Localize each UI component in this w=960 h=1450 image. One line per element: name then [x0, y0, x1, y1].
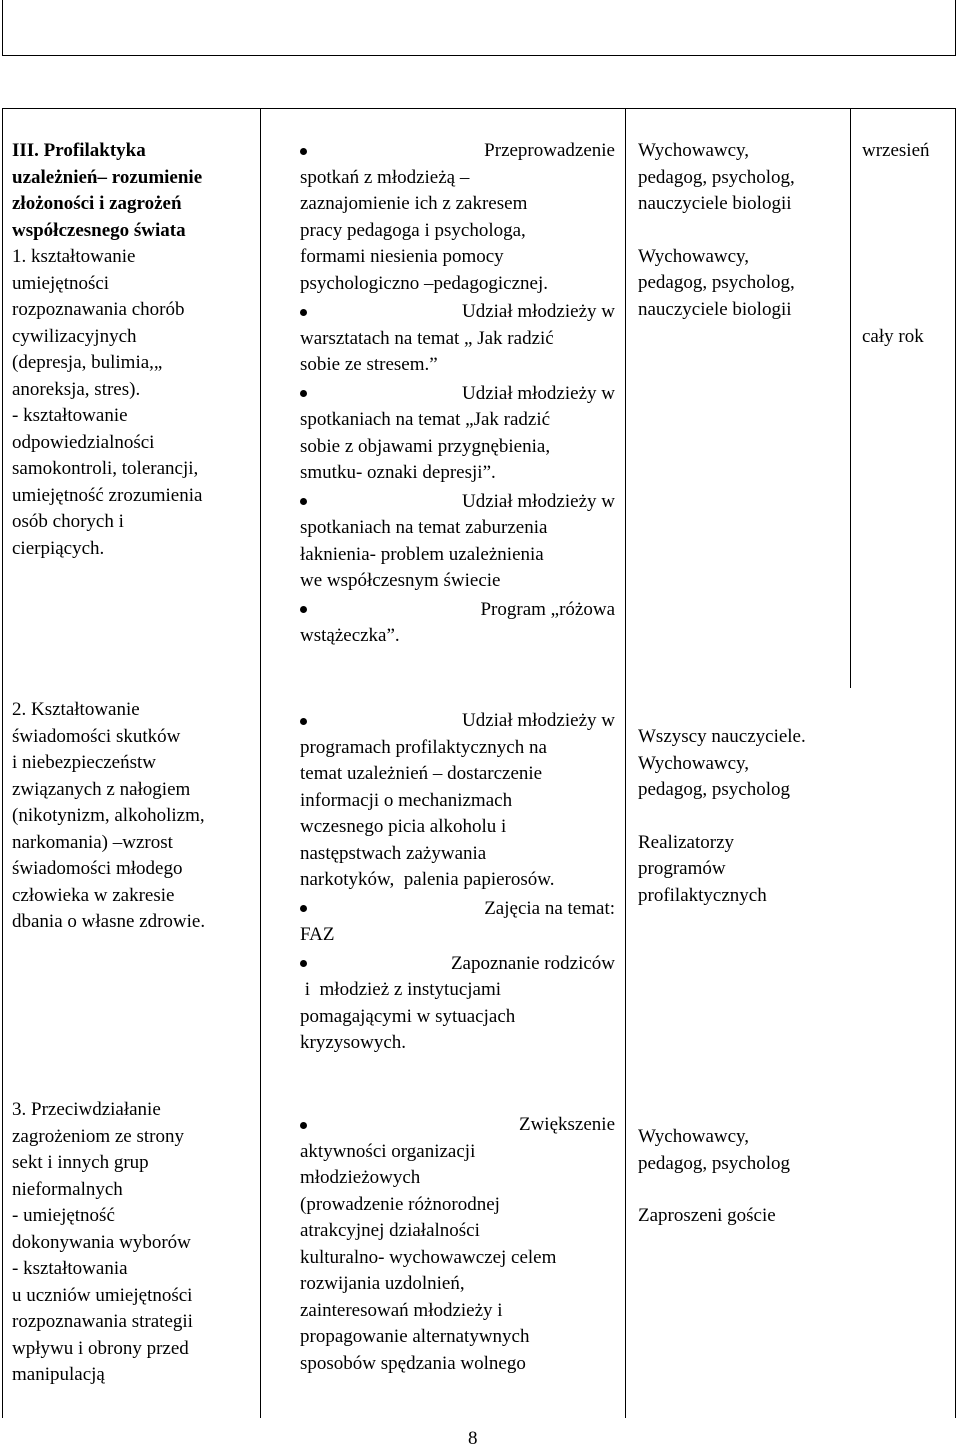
- activity-line: kryzysowych.: [300, 1032, 407, 1053]
- goal-line: 1. kształtowanie: [12, 246, 136, 267]
- goal-line: narkomania) –wzrost: [12, 831, 173, 853]
- goal-line: u uczniów umiejętności: [12, 1284, 193, 1306]
- responsible-line: Wychowawcy,: [638, 1126, 750, 1147]
- row1-goal: [12, 138, 252, 562]
- column-divider-3: [850, 108, 851, 688]
- activity-line: we współczesnym świecie: [300, 570, 501, 591]
- row2-responsible: [638, 724, 843, 909]
- activity-lead: Udział młodzieży w: [461, 301, 615, 322]
- activity-item: [300, 896, 615, 949]
- activity-item: [300, 381, 615, 487]
- activity-line: (prowadzenie różnorodnej: [300, 1193, 500, 1215]
- goal-line: nieformalnych: [12, 1178, 123, 1200]
- row1-activities: [300, 138, 615, 650]
- activity-lead: Zwiększenie: [518, 1114, 615, 1135]
- activity-line: zaznajomienie ich z zakresem: [300, 193, 528, 214]
- goal-line: umiejętności: [12, 272, 110, 294]
- goal-line: dbania o własne zdrowie.: [12, 911, 206, 932]
- goal-line: umiejętność zrozumienia: [12, 484, 203, 506]
- activity-first-line: [300, 951, 615, 978]
- activity-lead: Zapoznanie rodziców: [450, 952, 615, 974]
- row2-goal: [12, 697, 252, 936]
- activity-line: rozwijania uzdolnień,: [300, 1273, 465, 1294]
- bullet-icon: [300, 148, 307, 155]
- activity-first-line: [300, 299, 615, 326]
- bullet-icon: [300, 1122, 307, 1129]
- goal-line: (nikotynizm, alkoholizm,: [12, 805, 205, 826]
- header-box: [2, 0, 956, 56]
- goal-line: - umiejętność: [12, 1205, 115, 1226]
- goal-line: świadomości skutków: [12, 725, 181, 747]
- activity-line: sposobów spędzania wolnego: [300, 1352, 526, 1374]
- responsible-line: profilaktycznych: [638, 884, 767, 906]
- activity-first-line: [300, 138, 615, 165]
- page-number: 8: [468, 1428, 478, 1449]
- activity-line: atrakcyjnej działalności: [300, 1220, 480, 1241]
- activity-first-line: [300, 1112, 615, 1139]
- responsible-line: Wychowawcy,: [638, 140, 750, 161]
- column-divider-1: [260, 108, 261, 1418]
- activity-line: wczesnego picia alkoholu i: [300, 816, 507, 837]
- activity-line: smutku- oznaki depresji”.: [300, 462, 496, 483]
- activity-lead: Przeprowadzenie: [484, 140, 615, 161]
- activity-first-line: [300, 489, 615, 516]
- goal-line: rozpoznawania chorób: [12, 299, 185, 320]
- activity-line: zainteresowań młodzieży i: [300, 1299, 503, 1321]
- activity-first-line: [300, 597, 615, 624]
- row1-responsible: [638, 138, 843, 323]
- responsible-line: pedagog, psycholog: [638, 779, 790, 800]
- row2-activities: [300, 708, 615, 1057]
- activity-first-line: [300, 708, 615, 735]
- activity-item: [300, 597, 615, 650]
- goal-line: samokontroli, tolerancji,: [12, 458, 199, 479]
- goal-line: 2. Kształtowanie: [12, 699, 140, 720]
- goal-line: odpowiedzialności: [12, 431, 155, 453]
- activity-item: [300, 708, 615, 894]
- bullet-icon: [300, 390, 307, 397]
- activity-first-line: [300, 896, 615, 923]
- activity-line: psychologiczno –pedagogicznej.: [300, 272, 548, 294]
- activity-line: FAZ: [300, 924, 335, 945]
- activity-line: sobie z objawami przygnębienia,: [300, 435, 551, 457]
- date-2: cały rok: [862, 325, 924, 347]
- activity-line: informacji o mechanizmach: [300, 789, 513, 811]
- activity-line: pracy pedagoga i psychologa,: [300, 219, 526, 241]
- activity-lead: Program „różowa: [480, 598, 615, 620]
- bullet-icon: [300, 718, 307, 725]
- bullet-icon: [300, 606, 307, 613]
- row3-activities: [300, 1112, 615, 1377]
- bullet-icon: [300, 309, 307, 316]
- row3-goal: [12, 1097, 252, 1389]
- activity-lead: Zajęcia na temat:: [484, 897, 615, 919]
- responsible-line: pedagog, psycholog,: [638, 272, 795, 293]
- activity-item: [300, 299, 615, 379]
- goal-line: wpływu i obrony przed: [12, 1337, 189, 1359]
- activity-line: pomagającymi w sytuacjach: [300, 1005, 516, 1027]
- goal-line: - kształtowanie: [12, 405, 128, 426]
- responsible-line: nauczyciele biologii: [638, 298, 792, 320]
- goal-line: uzależnień– rozumienie: [12, 166, 203, 188]
- goal-line: świadomości młodego: [12, 858, 183, 879]
- goal-line: 3. Przeciwdziałanie: [12, 1099, 161, 1120]
- activity-item: [300, 1112, 615, 1377]
- bullet-icon: [300, 498, 307, 505]
- activity-line: formami niesienia pomocy: [300, 246, 504, 267]
- activity-line: młodzieżowych: [300, 1167, 421, 1188]
- activity-lead: Udział młodzieży w: [461, 490, 615, 512]
- goal-line: (depresja, bulimia,„: [12, 352, 163, 373]
- activity-line: programach profilaktycznych na: [300, 736, 547, 758]
- activity-line: narkotyków, palenia papierosów.: [300, 869, 555, 890]
- responsible-line: pedagog, psycholog: [638, 1152, 790, 1174]
- activity-item: [300, 489, 615, 595]
- goal-line: - kształtowania: [12, 1258, 128, 1279]
- goal-line: cierpiących.: [12, 537, 105, 559]
- goal-line: współczesnego świata: [12, 219, 186, 241]
- goal-line: osób chorych i: [12, 511, 124, 532]
- goal-line: cywilizacyjnych: [12, 325, 137, 347]
- goal-line: i niebezpieczeństw: [12, 752, 157, 773]
- activity-item: [300, 138, 615, 297]
- goal-line: anoreksja, stres).: [12, 378, 141, 400]
- activity-line: temat uzależnień – dostarczenie: [300, 763, 543, 784]
- activity-line: warsztatach na temat „ Jak radzić: [300, 327, 554, 349]
- bullet-icon: [300, 905, 307, 912]
- responsible-line: nauczyciele biologii: [638, 193, 792, 214]
- row3-responsible: [638, 1124, 843, 1230]
- responsible-line: Wychowawcy,: [638, 245, 750, 267]
- activity-line: aktywności organizacji: [300, 1140, 476, 1162]
- date-1: wrzesień: [862, 140, 930, 161]
- responsible-line: Realizatorzy: [638, 831, 735, 853]
- goal-line: dokonywania wyborów: [12, 1231, 191, 1253]
- activity-lead: Udział młodzieży w: [461, 382, 615, 404]
- activity-line: łaknienia- problem uzależnienia: [300, 543, 544, 565]
- activity-line: następstwach zażywania: [300, 842, 487, 864]
- activity-line: spotkaniach na temat „Jak radzić: [300, 409, 551, 430]
- activity-line: kulturalno- wychowawczej celem: [300, 1246, 557, 1268]
- responsible-line: pedagog, psycholog,: [638, 166, 795, 188]
- activity-line: spotkań z młodzieżą –: [300, 166, 470, 188]
- activity-line: sobie ze stresem.”: [300, 354, 438, 375]
- column-divider-2: [625, 108, 626, 1418]
- activity-line: propagowanie alternatywnych: [300, 1326, 530, 1347]
- bullet-icon: [300, 960, 307, 967]
- goal-line: zagrożeniom ze strony: [12, 1125, 184, 1147]
- activity-item: [300, 951, 615, 1057]
- activity-line: i młodzież z instytucjami: [300, 979, 502, 1000]
- goal-line: III. Profilaktyka: [12, 140, 146, 161]
- activity-line: spotkaniach na temat zaburzenia: [300, 517, 548, 538]
- goal-line: rozpoznawania strategii: [12, 1311, 193, 1332]
- goal-line: manipulacją: [12, 1364, 105, 1385]
- goal-line: człowieka w zakresie: [12, 884, 175, 906]
- activity-lead: Udział młodzieży w: [461, 710, 615, 731]
- activity-first-line: [300, 381, 615, 408]
- row1-dates: [862, 138, 954, 350]
- responsible-line: Zaproszeni goście: [638, 1205, 776, 1226]
- goal-line: sekt i innych grup: [12, 1152, 149, 1173]
- responsible-line: Wychowawcy,: [638, 752, 750, 774]
- goal-line: związanych z nałogiem: [12, 778, 191, 800]
- goal-line: złożoności i zagrożeń: [12, 193, 182, 214]
- responsible-line: Wszyscy nauczyciele.: [638, 726, 806, 747]
- activity-line: wstążeczka”.: [300, 625, 400, 646]
- responsible-line: programów: [638, 858, 726, 879]
